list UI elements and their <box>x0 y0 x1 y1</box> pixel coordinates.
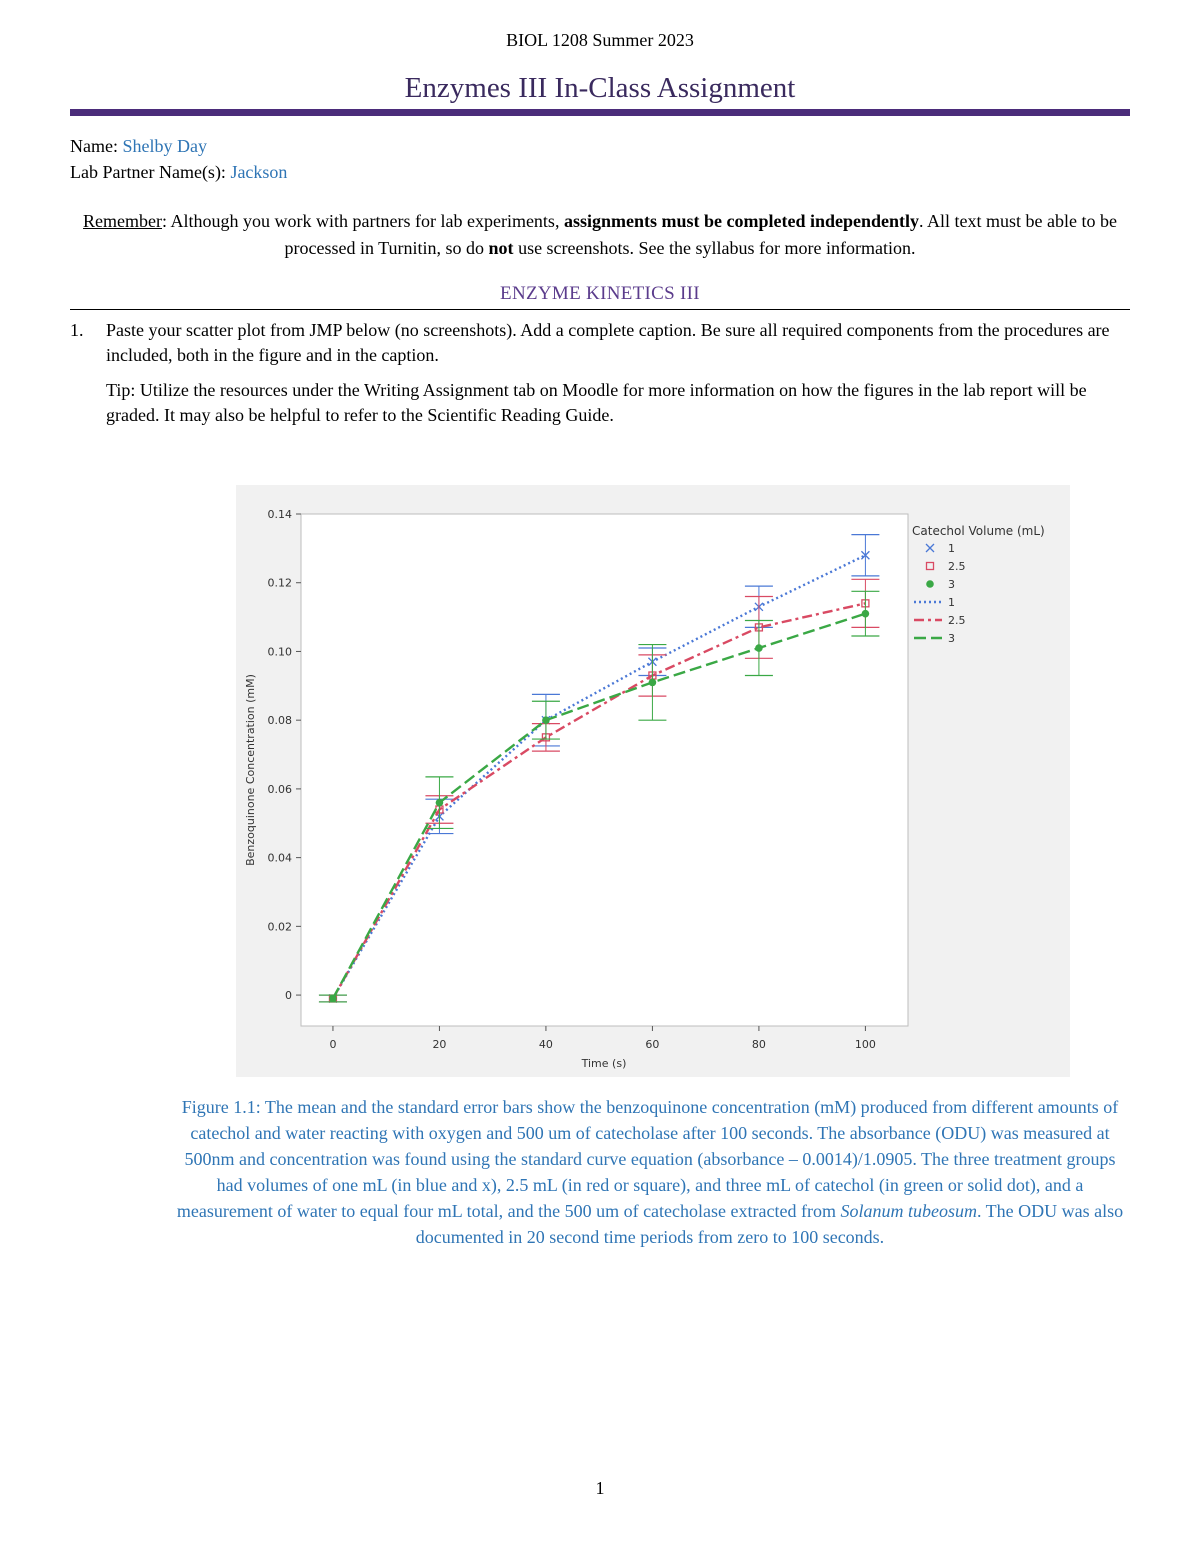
x-tick-label: 20 <box>432 1038 447 1051</box>
legend-label: 1 <box>948 596 955 609</box>
x-tick-label: 40 <box>538 1038 553 1051</box>
y-tick-label: 0.02 <box>267 920 292 934</box>
remember-bold-2: not <box>488 238 514 258</box>
page-title: Enzymes III In-Class Assignment <box>404 72 796 104</box>
y-tick-label: 0.06 <box>267 782 292 796</box>
legend-label: 2.5 <box>948 614 966 627</box>
question-1 <box>70 318 1130 428</box>
y-tick-label: 0.04 <box>267 851 292 865</box>
data-point-dot <box>862 610 870 618</box>
figure-scatter-plot <box>236 485 1070 1077</box>
x-tick-label: 100 <box>854 1038 876 1051</box>
legend-marker-dot <box>926 580 934 588</box>
data-point-dot <box>649 679 657 687</box>
data-point-dot <box>755 644 763 652</box>
partner-label: Lab Partner Name(s): <box>70 162 231 182</box>
legend-marker-square <box>927 563 934 570</box>
legend-marker-x <box>926 544 934 552</box>
question-number: 1. <box>70 320 84 340</box>
question-tip: Tip: Utilize the resources under the Writing Assignment tab on Moodle for more information on how the figures in the lab report will be graded. It may also be helpful to refer to the Scientific Reading Guide. <box>106 380 1087 425</box>
legend-title: Catechol Volume (mL) <box>912 524 1045 538</box>
data-point-dot <box>542 716 550 724</box>
legend <box>912 524 1045 645</box>
remember-text-3: use screenshots. See the syllabus for more information. <box>513 238 916 258</box>
remember-text-2: . All text must be able to be processed in Turnitin, so do <box>284 211 1117 258</box>
legend-label: 3 <box>948 578 955 591</box>
y-tick-label: 0.10 <box>267 645 292 659</box>
name-value[interactable]: Shelby Day <box>122 136 207 156</box>
x-axis-label: Time (s) <box>581 1057 627 1070</box>
section-title: ENZYME KINETICS III <box>500 283 700 304</box>
caption-species: Solanum tubeosum <box>840 1201 977 1221</box>
plot-area <box>301 514 908 1026</box>
remember-label: Remember <box>83 211 163 231</box>
partner-value[interactable]: Jackson <box>230 162 288 182</box>
figure-caption <box>170 1094 1130 1250</box>
data-point-dot <box>329 995 337 1003</box>
chart-svg <box>236 485 1070 1077</box>
title-divider <box>70 109 1130 116</box>
partner-field <box>70 162 287 183</box>
x-tick-label: 80 <box>751 1038 766 1051</box>
remember-note <box>70 208 1130 262</box>
y-axis-label: Benzoquinone Concentration (mM) <box>244 674 257 866</box>
x-tick-label: 60 <box>645 1038 660 1051</box>
document-header: BIOL 1208 Summer 2023 <box>506 30 694 50</box>
legend-label: 2.5 <box>948 560 966 573</box>
y-tick-label: 0 <box>285 989 292 1003</box>
section-divider <box>70 309 1130 310</box>
caption-text-1: Figure 1.1: The mean and the standard error bars show the benzoquinone concentration (mM) produced from different amounts of catechol and water reacting with oxygen and 500 um of catecholase after 100 seconds. The absorbance (ODU) was measured at 500nm and concentration was found using the standard curve equation (absorbance – 0.0014)/1.0905. The three treatment groups had volumes of one mL (in blue and x), 2.5 mL (in red or square), and three mL of catechol (in green or solid dot), and a measurement of water to equal four mL total, and the 500 um of catecholase extracted from <box>176 1097 1119 1221</box>
page-number: 1 <box>595 1478 605 1498</box>
legend-label: 1 <box>948 542 955 555</box>
y-tick-label: 0.14 <box>267 508 292 521</box>
y-tick-label: 0.12 <box>267 576 292 590</box>
name-field <box>70 136 207 157</box>
remember-bold-1: assignments must be completed independently <box>563 211 919 231</box>
y-tick-label: 0.08 <box>267 714 292 728</box>
question-text: Paste your scatter plot from JMP below (no screenshots). Add a complete caption. Be sure all required components from the procedures are included, both in the figure and in the caption. <box>106 320 1110 365</box>
legend-label: 3 <box>948 632 955 645</box>
x-tick-label: 0 <box>329 1038 337 1051</box>
remember-text-1: : Although you work with partners for lab experiments, <box>162 211 564 231</box>
caption-text-2: . The ODU was also documented in 20 second time periods from zero to 100 seconds. <box>415 1201 1124 1247</box>
name-label: Name: <box>70 136 123 156</box>
data-point-dot <box>436 799 444 807</box>
